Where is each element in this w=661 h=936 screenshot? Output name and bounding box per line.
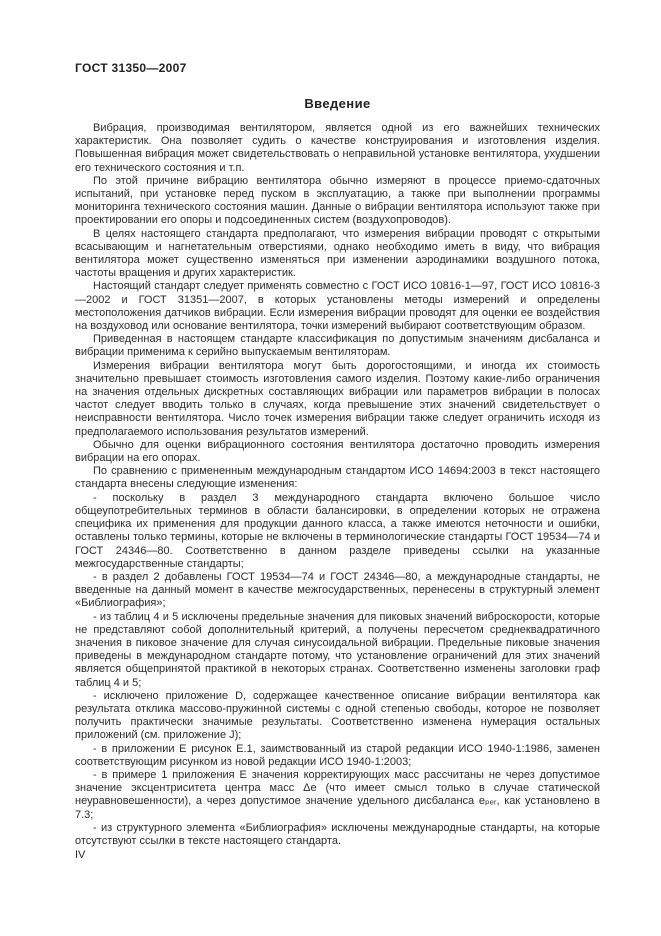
paragraph: По этой причине вибрацию вентилятора обычно измеряют в процессе приемо-сдаточных испытаний, при установке перед пуском в эксплуатацию, а также при выполнении программы мониторинга технического состояния машин. Данные о вибрации вентилятора используют также при проектировании его опоры и подсоединенных систем (воздухопроводов). xyxy=(75,174,600,227)
section-title: Введение xyxy=(304,96,371,111)
paragraph: Обычно для оценки вибрационного состояния вентилятора достаточно проводить измерения вибрации на его опорах. xyxy=(75,438,600,465)
paragraph: Вибрация, производимая вентилятором, является одной из его важнейших технических характеристик. Она позволяет судить о качестве конструирования и изготовления изделия. Повышенная вибрация может свидетельствовать о неправильной установке вентилятора, ухудшении его технического состояния и т.п. xyxy=(75,122,600,174)
document-code: ГОСТ 31350—2007 xyxy=(75,61,187,75)
paragraph: - в примере 1 приложения Е значения корректирующих масс рассчитаны не через допустимое значение эксцентриситета центра масс Δе (что имеет смысл только в случае статической неуравновешенности), а через допустимое значение удельного дисбаланса eₚₑᵣ, как установлено в 7.3; xyxy=(75,768,600,821)
body-paragraphs xyxy=(75,122,600,848)
page-number: IV xyxy=(75,849,86,861)
paragraph: Измерения вибрации вентилятора могут быть дорогостоящими, и иногда их стоимость значительно превышает стоимость изготовления самого изделия. Поэтому какие-либо ограничения на значения отдельных дискретных составляющих вибрации или параметров вибрации в полосах частот следует вводить только в случаях, когда превышение этих значений свидетельствует о неисправности вентилятора. Число точек измерения вибрации также следует ограничить исходя из предполагаемого использования результатов измерений. xyxy=(75,359,600,438)
paragraph: - в приложении Е рисунок Е.1, заимствованный из старой редакции ИСО 1940-1:1986, заменен соответствующим рисунком из новой редакции ИСО 1940-1:2003; xyxy=(75,742,600,768)
paragraph: - из структурного элемента «Библиография» исключены международные стандарты, на которые отсутствуют ссылки в тексте настоящего стандарта. xyxy=(75,821,600,847)
paragraph: - поскольку в раздел 3 международного стандарта включено большое число общеупотребительных терминов в области балансировки, в определении которых не отражена специфика их применения для продукции данного класса, а также имеются неточности и ошибки, оставлены только термины, которые не включены в терминологические стандарты ГОСТ 19534—74 и ГОСТ 24346—80. Соответственно в данном разделе приведены ссылки на указанные межгосударственные стандарты; xyxy=(75,491,600,570)
paragraph: - из таблиц 4 и 5 исключены предельные значения для пиковых значений виброскорости, которые не представляют собой дополнительный критерий, а получены пересчетом среднеквадратичного значения в пиковое значение для случая синусоидальной вибрации. Предельные пиковые значения приведены в международном стандарте потому, что установление ограничений для этих значений является общепринятой практикой в некоторых странах. Соответственно изменены заголовки граф таблиц 4 и 5; xyxy=(75,610,600,689)
paragraph: По сравнению с примененным международным стандартом ИСО 14694:2003 в текст настоящего стандарта внесены следующие изменения: xyxy=(75,465,600,491)
paragraph: Приведенная в настоящем стандарте классификация по допустимым значениям дисбаланса и вибрации применима к серийно выпускаемым вентиляторам. xyxy=(75,333,600,359)
paragraph: - исключено приложение D, содержащее качественное описание вибрации вентилятора как результата отклика массово-пружинной системы с одной степенью свободы, которое не позволяет получить практически значимые результаты. Соответственно изменена нумерация остальных приложений (см. приложение J); xyxy=(75,689,600,742)
paragraph: В целях настоящего стандарта предполагают, что измерения вибрации проводят с открытыми всасывающим и нагнетательным отверстиями, однако необходимо иметь в виду, что вибрация вентилятора может существенно изменяться при изменении аэродинамики воздушного потока, частоты вращения и других характеристик. xyxy=(75,227,600,280)
paragraph: - в раздел 2 добавлены ГОСТ 19534—74 и ГОСТ 24346—80, а международные стандарты, не введенные на данный момент в качестве межгосударственных, перенесены в структурный элемент «Библиография»; xyxy=(75,570,600,610)
paragraph: Настоящий стандарт следует применять совместно с ГОСТ ИСО 10816-1—97, ГОСТ ИСО 10816-3—2002 и ГОСТ 31351—2007, в которых установлены методы измерений и определены местоположения датчиков вибрации. Если измерения вибрации проводят для оценки ее воздействия на воздуховод или основание вентилятора, точки измерений выбирают соответствующим образом. xyxy=(75,280,600,333)
